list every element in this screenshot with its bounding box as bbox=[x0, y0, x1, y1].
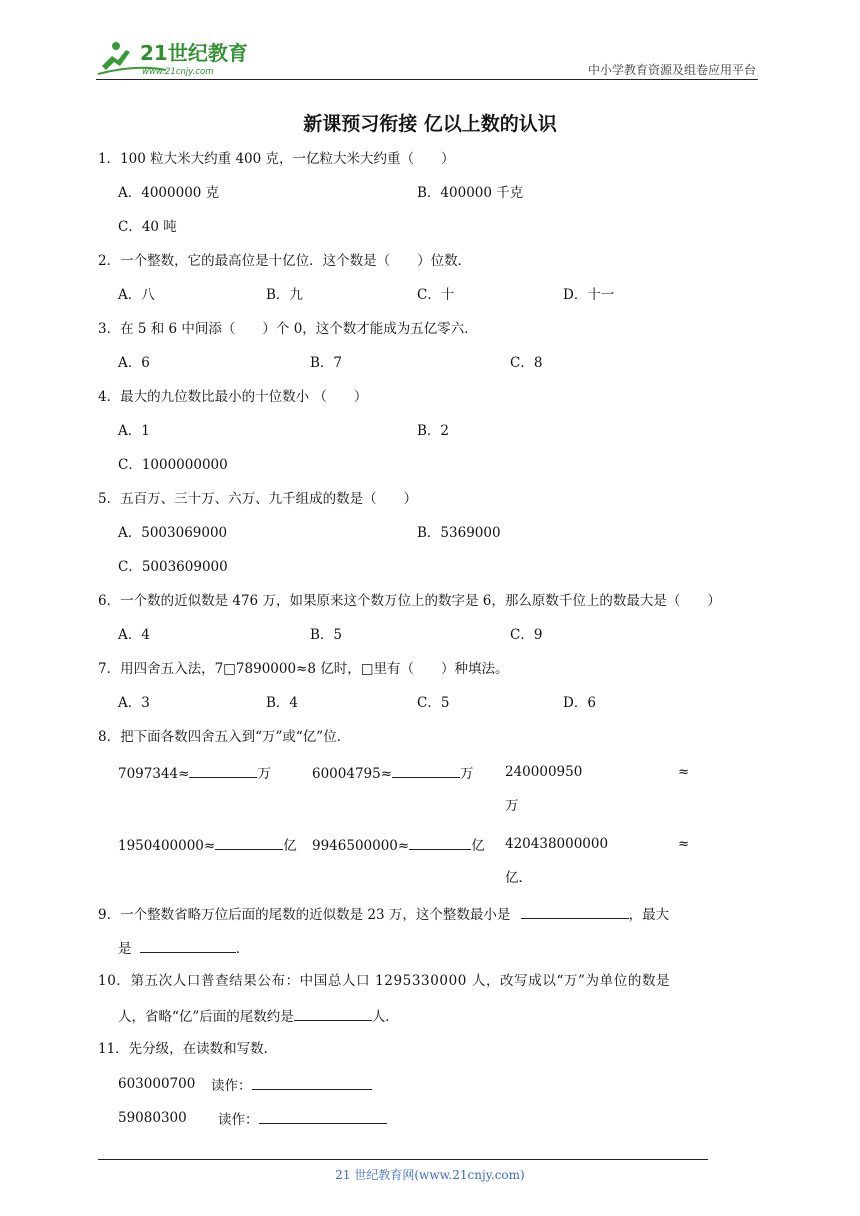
question-4-option-c: C．1000000000 bbox=[118, 457, 228, 473]
question-8-stem: 8．把下面各数四舍五入到“万”或“亿”位． bbox=[98, 729, 351, 745]
question-10-text: 人，省略“亿”后面的尾数约是 bbox=[118, 1009, 294, 1025]
answer-blank[interactable] bbox=[215, 835, 283, 850]
question-4-option-a: A．1 bbox=[118, 423, 150, 439]
question-9-line-1 bbox=[98, 904, 669, 924]
question-3-option-c: C．8 bbox=[510, 355, 543, 371]
question-11-stem: 11．先分级，在读数和写数． bbox=[98, 1041, 278, 1057]
question-9-text: 是 bbox=[118, 941, 136, 957]
question-8-item-6-approx: ≈ bbox=[678, 836, 690, 852]
question-2-option-a: A．八 bbox=[118, 287, 155, 303]
question-8-item-6-unit: 亿． bbox=[505, 870, 532, 886]
question-8-number: 1950400000≈ bbox=[118, 838, 216, 854]
question-8-item-4 bbox=[118, 835, 297, 855]
question-8-number: 7097344≈ bbox=[118, 766, 190, 782]
question-6-option-a: A．4 bbox=[118, 627, 150, 643]
question-7-stem: 7．用四舍五入法，7□7890000≈8 亿时，□里有（ ）种填法。 bbox=[98, 661, 509, 677]
footer-link[interactable]: 21 世纪教育网(www.21cnjy.com) bbox=[335, 1168, 525, 1182]
question-9-text: ． bbox=[235, 941, 250, 957]
question-7-option-b: B．4 bbox=[266, 695, 299, 711]
question-8-item-2 bbox=[312, 763, 474, 783]
question-11-number-1: 603000700 bbox=[118, 1076, 196, 1092]
question-8-item-1 bbox=[118, 763, 271, 783]
question-5-option-a: A．5003069000 bbox=[118, 525, 228, 541]
question-8-unit: 亿 bbox=[471, 838, 485, 854]
question-8-unit: 万 bbox=[460, 766, 474, 782]
question-2-stem: 2．一个整数，它的最高位是十亿位．这个数是（ ）位数． bbox=[98, 253, 472, 269]
question-5-option-c: C．5003609000 bbox=[118, 559, 228, 575]
question-7-option-d: D．6 bbox=[563, 695, 596, 711]
question-4-stem: 4．最大的九位数比最小的十位数小 （ ） bbox=[98, 389, 368, 405]
logo-text: 21世纪教育 bbox=[140, 41, 248, 65]
read-label: 读作： bbox=[211, 1078, 252, 1094]
question-2-option-c: C．十 bbox=[417, 287, 455, 303]
answer-blank[interactable] bbox=[409, 835, 471, 850]
read-label: 读作： bbox=[218, 1112, 259, 1128]
question-8-item-3-approx: ≈ bbox=[678, 764, 690, 780]
page-title: 新课预习衔接 亿以上数的认识 bbox=[303, 113, 557, 135]
question-8-item-3-number: 240000950 bbox=[505, 764, 583, 780]
question-8-item-5 bbox=[312, 835, 485, 855]
question-11-read-2 bbox=[218, 1109, 387, 1129]
question-11-read-1 bbox=[211, 1075, 372, 1095]
question-3-option-b: B．7 bbox=[310, 355, 343, 371]
question-5-stem: 5．五百万、三十万、六万、九千组成的数是（ ） bbox=[98, 491, 418, 507]
footer-divider bbox=[98, 1159, 708, 1160]
question-1-stem: 1．100 粒大米大约重 400 克，一亿粒大米大约重（ ） bbox=[98, 151, 455, 167]
question-6-option-c: C．9 bbox=[510, 627, 543, 643]
answer-blank[interactable] bbox=[189, 763, 257, 778]
header-platform-text: 中小学教育资源及组卷应用平台 bbox=[587, 63, 756, 77]
answer-blank-max[interactable] bbox=[140, 938, 236, 953]
question-8-item-6-number: 420438000000 bbox=[505, 836, 609, 852]
question-1-option-b: B．400000 千克 bbox=[417, 185, 524, 201]
question-2-option-d: D．十一 bbox=[563, 287, 615, 303]
question-7-option-a: A．3 bbox=[118, 695, 150, 711]
question-10-line-1: 10．第五次人口普查结果公布：中国总人口 1295330000 人，改写成以“万”为单位的数是 bbox=[98, 973, 671, 989]
question-8-unit: 万 bbox=[257, 766, 271, 782]
question-8-unit: 亿 bbox=[283, 838, 297, 854]
answer-blank[interactable] bbox=[392, 763, 460, 778]
question-11-number-2: 59080300 bbox=[118, 1110, 187, 1126]
question-4-option-b: B．2 bbox=[417, 423, 450, 439]
question-3-option-a: A．6 bbox=[118, 355, 150, 371]
question-9-text: ，最大 bbox=[628, 907, 670, 923]
question-3-stem: 3．在 5 和 6 中间添（ ）个 0，这个数才能成为五亿零六． bbox=[98, 321, 478, 337]
question-7-option-c: C．5 bbox=[417, 695, 450, 711]
header-divider bbox=[96, 79, 758, 80]
question-8-number: 60004795≈ bbox=[312, 766, 393, 782]
answer-blank[interactable] bbox=[259, 1109, 387, 1124]
question-9-text: 9．一个整数省略万位后面的尾数的近似数是 23 万，这个整数最小是 bbox=[98, 907, 515, 923]
question-10-text: 人． bbox=[371, 1009, 399, 1025]
question-1-option-c: C．40 吨 bbox=[118, 219, 177, 235]
question-2-option-b: B．九 bbox=[266, 287, 303, 303]
answer-blank-min[interactable] bbox=[521, 904, 629, 919]
question-1-option-a: A．4000000 克 bbox=[118, 185, 220, 201]
question-8-number: 9946500000≈ bbox=[312, 838, 410, 854]
logo-url: www.21cnjy.com bbox=[142, 67, 214, 77]
question-9-line-2 bbox=[118, 938, 249, 958]
question-6-option-b: B．5 bbox=[310, 627, 343, 643]
question-10-line-2 bbox=[118, 1006, 399, 1026]
question-6-stem: 6．一个数的近似数是 476 万，如果原来这个数万位上的数字是 6，那么原数千位上的数最大是（ ） bbox=[98, 593, 721, 609]
answer-blank[interactable] bbox=[294, 1006, 372, 1021]
question-5-option-b: B．5369000 bbox=[417, 525, 501, 541]
site-logo bbox=[96, 36, 266, 80]
question-8-item-3-unit: 万 bbox=[505, 798, 519, 814]
answer-blank[interactable] bbox=[252, 1075, 372, 1090]
